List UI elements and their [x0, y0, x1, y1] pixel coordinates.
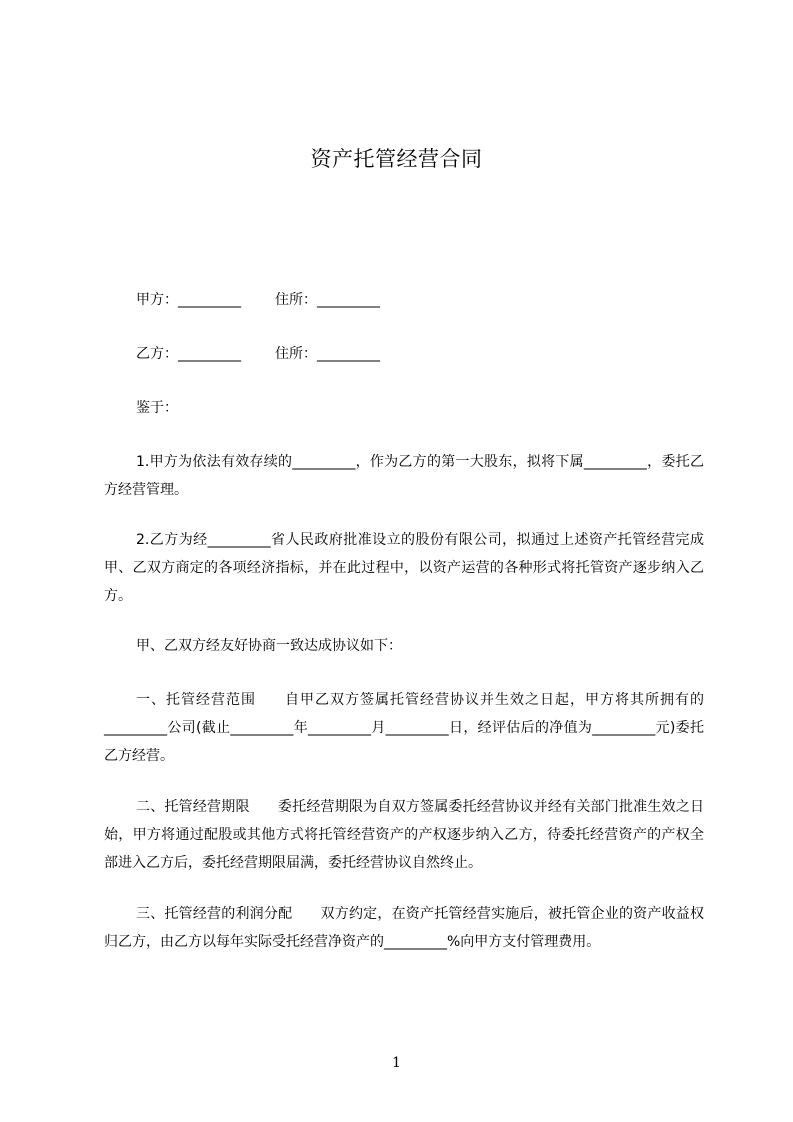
- clause-1-body: 自甲乙双方签属托管经营协议并生效之日起，甲方将其所拥有的_________公司(截止_________年_________月_________日，经评估后的净值为_________元)委托乙方经营。: [104, 692, 704, 764]
- document-title: 资产托管经营合同: [310, 147, 483, 171]
- agreement-intro: 甲、乙双方经友好协商一致达成协议如下：: [136, 638, 402, 654]
- clause-2: [104, 793, 704, 877]
- clause-3-body: 双方约定，在资产托管经营实施后，被托管企业的资产收益权归乙方，由乙方以每年实际受托经营净资产的_________%向甲方支付管理费用。: [104, 906, 705, 950]
- party-b-row: [136, 340, 380, 368]
- clause-1-heading: 一、托管经营范围: [136, 692, 256, 708]
- clause-2-body: 委托经营期限为自双方签属委托经营协议并经有关部门批准生效之日始，甲方将通过配股或其他方式将托管经营资产的产权逐步纳入乙方，待委托经营资产的产权全部进入乙方后，委托经营期限届满，委托经营协议自然终止。: [104, 799, 705, 871]
- clause-3: [104, 900, 704, 956]
- party-b-address: 住所：_________: [275, 346, 380, 362]
- page-number: 1: [392, 1055, 401, 1071]
- party-b-label: 乙方：_________: [136, 346, 241, 362]
- party-a-label: 甲方：_________: [136, 292, 241, 308]
- clause-2-heading: 二、托管经营期限: [136, 799, 250, 815]
- party-a-row: [136, 286, 380, 314]
- recital-2: 2.乙方为经_________省人民政府批准设立的股份有限公司，拟通过上述资产托管经营完成甲、乙双方商定的各项经济指标，并在此过程中，以资产运营的各种形式将托管资产逐步纳入乙方。: [104, 532, 704, 604]
- clause-3-heading: 三、托管经营的利润分配: [136, 906, 293, 922]
- whereas-label: 鉴于：: [136, 400, 178, 416]
- clause-1: [104, 686, 704, 770]
- party-a-address: 住所：_________: [275, 292, 380, 308]
- recital-1: 1.甲方为依法有效存续的_________，作为乙方的第一大股东，拟将下属_________，委托乙方经营管理。: [104, 454, 704, 498]
